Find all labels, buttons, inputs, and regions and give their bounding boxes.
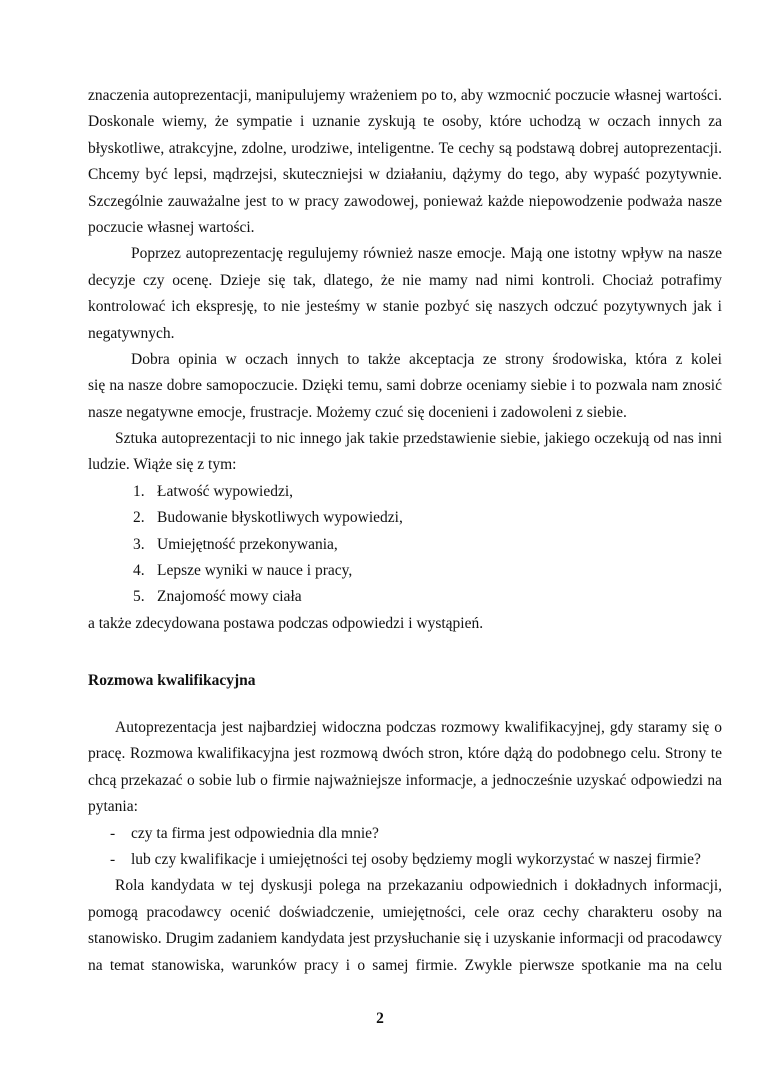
numbered-list-item <box>88 532 722 558</box>
list-number: 2. <box>133 509 145 527</box>
numbered-list-item <box>88 558 722 584</box>
list-number: 3. <box>133 535 145 553</box>
text-line: kontrolować ich ekspresję, to nie jesteśmy w stanie pozbyć się naszych odczuć pozytywnych jak i <box>88 298 722 316</box>
list-number: 1. <box>133 482 145 500</box>
text-line: nasze negatywne emocje, frustracje. Możemy czuć się docenieni i zadowoleni z siebie. <box>88 403 627 421</box>
text-line: poczucie własnej wartości. <box>88 218 255 236</box>
text-line: pracę. Rozmowa kwalifikacyjna jest rozmową dwóch stron, które dążą do podobnego celu. Strony te <box>88 745 722 763</box>
list-item-text: Znajomość mowy ciała <box>157 588 302 606</box>
list-item-text: Umiejętność przekonywania, <box>157 535 338 553</box>
text-line: Chcemy być lepsi, mądrzejsi, skuteczniejsi w działaniu, dążymy do tego, aby wypaść pozytywnie. <box>88 166 722 184</box>
section-heading: Rozmowa kwalifikacyjna <box>88 672 256 689</box>
document-body-section-1 <box>88 83 722 637</box>
list-dash: - <box>110 824 116 842</box>
text-line: Rola kandydata w tej dyskusji polega na przekazaniu odpowiednich i dokładnych informacji, <box>115 877 722 895</box>
text-line: na temat stanowiska, warunków pracy i o samej firmie. Zwykle pierwsze spotkanie ma na celu <box>88 956 722 974</box>
text-line: stanowisko. Drugim zadaniem kandydata jest przysłuchanie się i uzyskanie informacji od pracodawcy <box>88 930 722 948</box>
text-line: Dobra opinia w oczach innych to także akceptacja ze strony środowiska, która z kolei <box>131 350 722 368</box>
text-line: Sztuka autoprezentacji to nic innego jak takie przedstawienie siebie, jakiego oczekują od nas inni <box>115 430 722 448</box>
dash-list-item <box>88 847 722 873</box>
list-item-text: Łatwość wypowiedzi, <box>157 482 294 500</box>
numbered-list-item <box>88 479 722 505</box>
text-line: Szczególnie zauważalne jest to w pracy zawodowej, ponieważ każde niepowodzenie podważa nasze <box>88 192 722 210</box>
list-item-text: czy ta firma jest odpowiednia dla mnie? <box>131 824 379 842</box>
text-line: negatywnych. <box>88 324 175 342</box>
dash-list-item <box>88 821 722 847</box>
page-number: 2 <box>376 1010 384 1027</box>
text-line: decyzje czy ocenę. Dzieje się tak, dlatego, że nie mamy nad nimi kontroli. Chociaż potrafimy <box>88 271 722 289</box>
text-line: Doskonale wiemy, że sympatie i uznanie zyskują te osoby, które uchodzą w oczach innych za <box>88 113 722 131</box>
numbered-list-item <box>88 505 722 531</box>
section-heading-block <box>88 668 722 694</box>
document-body-section-2 <box>88 715 722 979</box>
list-dash: - <box>110 850 116 868</box>
list-item-text: lub czy kwalifikacje i umiejętności tej osoby będziemy mogli wykorzystać w naszej firmie? <box>131 850 701 868</box>
text-line: znaczenia autoprezentacji, manipulujemy wrażeniem po to, aby wzmocnić poczucie własnej wartości. <box>88 87 722 104</box>
text-line: chcą przekazać o sobie lub o firmie najważniejsze informacje, a jednocześnie uzyskać odpowiedzi na <box>88 771 722 789</box>
text-line: Autoprezentacja jest najbardziej widoczna podczas rozmowy kwalifikacyjnej, gdy staramy się o <box>115 719 722 736</box>
text-line: ludzie. Wiąże się z tym: <box>88 456 237 474</box>
list-number: 5. <box>133 588 145 606</box>
list-number: 4. <box>133 562 145 580</box>
list-item-text: Budowanie błyskotliwych wypowiedzi, <box>157 509 403 527</box>
text-line: pytania: <box>88 798 138 816</box>
list-item-text: Lepsze wyniki w nauce i pracy, <box>157 562 353 580</box>
text-line: pomogą pracodawcy ocenić doświadczenie, umiejętności, cele oraz cechy charakteru osoby na <box>88 903 722 921</box>
text-line: błyskotliwe, atrakcyjne, zdolne, urodziwe, inteligentne. Te cechy są podstawą dobrej autoprezentacji. <box>88 139 722 157</box>
text-line: Poprzez autoprezentację regulujemy również nasze emocje. Mają one istotny wpływ na nasze <box>131 245 722 263</box>
text-line: się na nasze dobre samopoczucie. Dzięki temu, sami dobrze oceniamy siebie i to pozwala nam znosić <box>88 377 722 395</box>
numbered-list-item <box>88 584 722 610</box>
text-line: a także zdecydowana postawa podczas odpowiedzi i wystąpień. <box>88 614 484 632</box>
